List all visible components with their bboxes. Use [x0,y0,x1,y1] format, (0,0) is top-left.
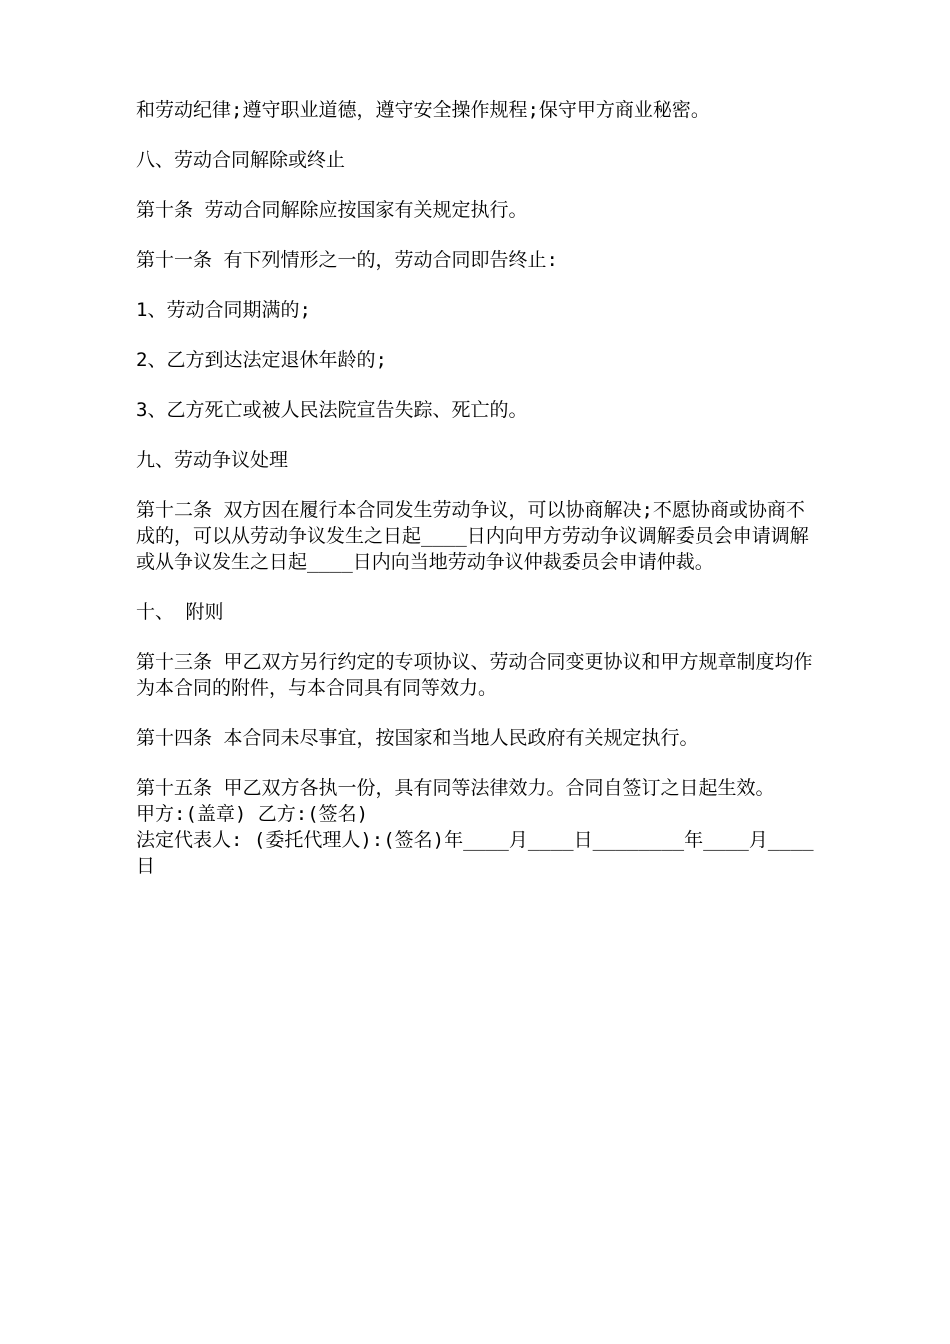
signature-representatives: 法定代表人: (委托代理人):(签名)年____月____日________年____月____日 [136,829,814,877]
list-item-3: 3、乙方死亡或被人民法院宣告失踪、死亡的。 [136,399,528,421]
section-heading-10: 十、 附则 [136,601,224,623]
article-11: 第十一条 有下列情形之一的，劳动合同即告终止: [136,249,558,271]
paragraph-continuation: 和劳动纪律;遵守职业道德，遵守安全操作规程;保守甲方商业秘密。 [136,99,710,121]
section-heading-9: 九、劳动争议处理 [136,449,289,471]
list-item-1: 1、劳动合同期满的; [136,299,311,321]
article-14: 第十四条 本合同未尽事宜，按国家和当地人民政府有关规定执行。 [136,727,699,749]
section-heading-8: 八、劳动合同解除或终止 [136,149,346,171]
signature-parties: 甲方:(盖章) 乙方:(签名) [136,803,369,825]
article-12: 第十二条 双方因在履行本合同发生劳动争议，可以协商解决;不愿协商或协商不成的，可以从劳动争议发生之日起____日内向甲方劳动争议调解委员会申请调解或从争议发生之日起____日内向当地劳动争议仲裁委员会申请仲裁。 [136,499,809,573]
article-13: 第十三条 甲乙双方另行约定的专项协议、劳动合同变更协议和甲方规章制度均作为本合同的附件，与本合同具有同等效力。 [136,651,813,699]
article-15: 第十五条 甲乙双方各执一份，具有同等法律效力。合同自签订之日起生效。 [136,777,775,799]
document-page [136,97,816,879]
list-item-2: 2、乙方到达法定退休年龄的; [136,349,387,371]
article-10: 第十条 劳动合同解除应按国家有关规定执行。 [136,199,528,221]
